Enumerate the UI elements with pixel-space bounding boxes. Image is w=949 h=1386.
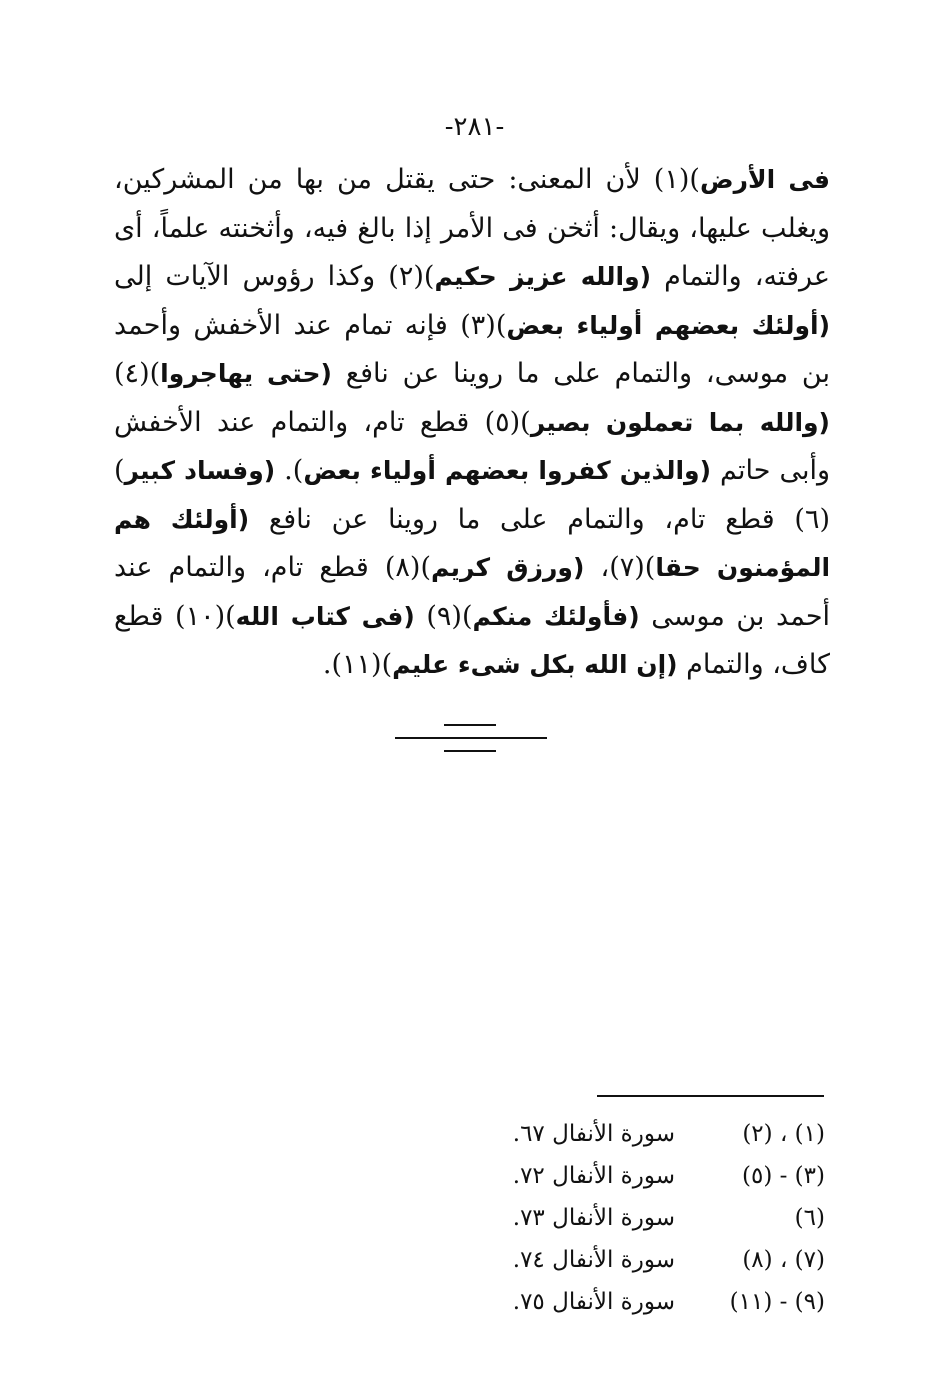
commentary-text: )(٣) فإنه تمام عند الأخفش وأحمد بن موسى، والتمام على ما روينا عن نافع [114, 309, 830, 389]
footnote-ref: (٣) - (٥) [741, 1163, 825, 1189]
quran-quote: (حتى يهاجروا [160, 359, 332, 388]
footnote-source: سورة الأنفال ٧٥. [512, 1289, 675, 1315]
section-end-ornament [395, 724, 547, 754]
commentary-text: )(٦) قطع تام، والتمام على ما روينا عن نافع [114, 455, 830, 535]
footnote-source: سورة الأنفال ٧٣. [512, 1205, 675, 1231]
quran-quote: (فأولئك منكم [472, 601, 640, 631]
ornament-line-middle [395, 737, 547, 739]
footnote-ref: (٧) ، (٨) [742, 1247, 825, 1273]
main-paragraph [114, 156, 830, 690]
commentary-text: ). [275, 455, 304, 486]
footnotes-list [440, 1113, 825, 1323]
commentary-text: )(١) لأن المعنى: حتى يقتل من بها من المشركين، ويغلب عليها، ويقال: أثخن فى الأمر إذا بالغ فيه، وأثخنته علماً، أى عرفته، والتمام [114, 164, 830, 292]
commentary-text: )(٥) قطع تام، والتمام عند الأخفش وأبى حاتم [114, 406, 830, 486]
quran-quote: (إن الله بكل شىء عليم [392, 650, 678, 679]
commentary-text: )(١٠) قطع كاف، والتمام [114, 600, 830, 680]
quran-quote: (وفساد كبير [124, 456, 276, 485]
ornament-line-top [444, 724, 496, 726]
quran-quote: (أولئك بعضهم أولياء بعض [506, 310, 830, 340]
footnote-item [440, 1155, 825, 1197]
quran-quote: (ورزق كريم [430, 553, 585, 582]
footnote-source: سورة الأنفال ٧٢. [512, 1163, 675, 1189]
quran-quote: (والله بما تعملون بصير [530, 407, 830, 437]
footnote-source: سورة الأنفال ٧٤. [512, 1247, 675, 1273]
footnote-ref: (٩) - (١١) [729, 1289, 825, 1315]
ornament-line-bottom [444, 750, 496, 752]
quran-quote: (أولئك هم المؤمنون حقا [114, 504, 831, 582]
quran-quote: (والذين كفروا بعضهم أولياء بعض [303, 456, 712, 485]
quran-quote: (والله عزيز حكيم [434, 262, 652, 291]
footnote-item [440, 1113, 825, 1155]
commentary-text: )(١١). [322, 649, 393, 680]
page-number: -٢٨١- [444, 112, 505, 142]
footnote-source: سورة الأنفال ٦٧. [512, 1121, 675, 1147]
footnote-item [440, 1239, 825, 1281]
footnote-ref: (٦) [794, 1205, 825, 1231]
commentary-text: )(٧)، [584, 552, 656, 583]
commentary-text: )(٨) قطع تام، والتمام عند أحمد بن موسى [114, 552, 831, 632]
quran-quote: فى الأرض [699, 165, 830, 194]
commentary-text: )(٢) وكذا رؤوس الآيات إلى [114, 261, 435, 292]
footnote-item [440, 1197, 825, 1239]
commentary-text: )(٩) [414, 600, 473, 632]
quran-quote: (فى كتاب الله [235, 601, 415, 631]
footnote-item [440, 1281, 825, 1323]
commentary-text: )(٤) [114, 358, 161, 389]
footnote-separator [597, 1095, 824, 1097]
footnote-ref: (١) ، (٢) [742, 1121, 825, 1147]
